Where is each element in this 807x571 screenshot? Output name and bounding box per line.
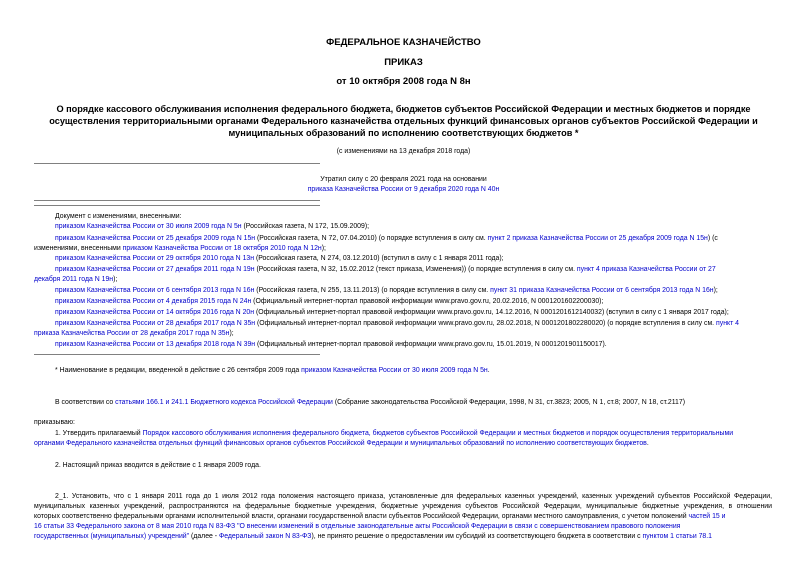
item-2: 2. Настоящий приказ вводится в действие с 1 января 2009 года. bbox=[55, 462, 261, 469]
amendment-item: приказом Казначейства России от 13 декабря 2018 года N 39н (Официальный интернет-портал правовой информации www.pravo.gov.ru, 15.01.2019, N 0001201901150017). bbox=[55, 341, 607, 348]
item-2-1-line-5: государственных (муниципальных) учреждений" (далее - Федеральный закон N 83-ФЗ), не принято решение о предоставлении им субсидий из соответствующего бюджета в соответствии с пунктом 1 статьи 78.1 bbox=[34, 533, 713, 540]
amendment-status: (с изменениями на 13 декабря 2018 года) bbox=[336, 148, 471, 155]
item-2-1-line-1: 2_1. Установить, что с 1 января 2011 года до 1 июля 2012 года положения настоящего приказа, установленные для федеральных казенных учреждений, казенных учреждений субъектов Российской Федерации, bbox=[55, 493, 772, 500]
document-title-line-2: осуществления территориальными органами Федерального казначейства отдельных функций финансовых органов субъектов Российской Федерации и bbox=[49, 116, 758, 126]
amendment-link[interactable]: приказом Казначейства России от 29 октября 2010 года N 13н bbox=[55, 255, 255, 262]
amendment-item: приказом Казначейства России от 28 декабря 2017 года N 35н (Официальный интернет-портал правовой информации www.pravo.gov.ru, 28.02.2018, N 0001201802280020) (о порядке вступления в силу см. пункт 4 bbox=[55, 320, 739, 327]
amendment-item: приказом Казначейства России от 4 декабря 2015 года N 24н (Официальный интернет-портал правовой информации www.pravo.gov.ru, 20.02.2016, N 0001201602200030); bbox=[55, 298, 604, 305]
amendment-link[interactable]: приказа Казначейства России от 28 декабря 2017 года N 35н bbox=[34, 330, 230, 337]
amendment-link[interactable]: пункт 2 приказа Казначейства России от 25 декабря 2009 года N 15н bbox=[487, 235, 708, 242]
item-2-1-line-2: муниципальных казенных учреждений, распространяются на федеральные бюджетные учреждения, бюджетные учреждения субъектов Российской Федерации, муниципальные бюджетные учреждения, в отношении bbox=[34, 503, 772, 510]
divider bbox=[34, 354, 320, 355]
item-2-1-line-4 bbox=[34, 523, 680, 531]
amendment-link[interactable]: приказом Казначейства России от 14 октября 2016 года N 20н bbox=[55, 309, 255, 316]
footnote-link[interactable]: приказом Казначейства России от 30 июля 2009 года N 5н bbox=[301, 367, 488, 374]
law-link[interactable]: Федеральный закон N 83-ФЗ bbox=[218, 533, 312, 540]
amendment-item: приказом Казначейства России от 30 июля 2009 года N 5н (Российская газета, N 172, 15.09.2009); bbox=[55, 223, 370, 230]
amendment-link[interactable]: приказом Казначейства России от 18 октября 2010 года N 12н bbox=[122, 245, 322, 252]
procedure-link[interactable]: Порядок кассового обслуживания исполнения федерального бюджета, бюджетов субъектов Российской Федерации и местных бюджетов и порядок осуществления территориальными bbox=[142, 430, 734, 437]
item-1-continued: органами Федерального казначейства отдельных функций финансовых органов субъектов Российской Федерации и муниципальных образований по исполнению соответствующих бюджетов. bbox=[34, 440, 649, 447]
document-title-line-1: О порядке кассового обслуживания исполнения федерального бюджета, бюджетов субъектов Российской Федерации и местных бюджетов и порядке bbox=[56, 104, 751, 114]
amendment-link[interactable]: приказом Казначейства России от 13 декабря 2018 года N 39н bbox=[55, 341, 256, 348]
amendment-item-continued: приказа Казначейства России от 28 декабря 2017 года N 35н); bbox=[34, 330, 234, 337]
document-date-number: от 10 октября 2008 года N 8н bbox=[336, 76, 471, 87]
divider bbox=[34, 200, 320, 201]
law-link[interactable]: государственных (муниципальных) учреждений" bbox=[34, 533, 190, 540]
amendment-link[interactable]: приказом Казначейства России от 27 декабря 2011 года N 19н bbox=[55, 266, 255, 273]
divider bbox=[34, 163, 320, 164]
amendment-link[interactable]: приказом Казначейства России от 4 декабря 2015 года N 24н bbox=[55, 298, 252, 305]
document-title-line-3: муниципальных образований по исполнению соответствующих бюджетов * bbox=[228, 128, 579, 138]
amendment-link[interactable]: пункт 4 bbox=[716, 320, 739, 327]
amendment-link[interactable]: приказом Казначейства России от 28 декабря 2017 года N 35н bbox=[55, 320, 256, 327]
basis-link[interactable]: приказа Казначейства России от 9 декабря 2020 года N 40н bbox=[307, 186, 500, 193]
agency-name: ФЕДЕРАЛЬНОЕ КАЗНАЧЕЙСТВО bbox=[326, 37, 481, 48]
amendment-item: приказом Казначейства России от 29 октября 2010 года N 13н (Российская газета, N 274, 03.12.2010) (вступил в силу с 1 января 2011 года); bbox=[55, 255, 504, 262]
budget-code-link[interactable]: статьями 166.1 и 241.1 Бюджетного кодекса Российской Федерации bbox=[115, 399, 333, 406]
amendment-link[interactable]: приказом Казначейства России от 6 сентября 2013 года N 16н bbox=[55, 287, 255, 294]
divider bbox=[34, 205, 320, 206]
budget-code-article-link[interactable]: пунктом 1 статьи 78.1 bbox=[642, 533, 713, 540]
amendment-item-continued: изменениями, внесенными приказом Казначейства России от 18 октября 2010 года N 12н); bbox=[34, 245, 326, 252]
amendment-item: приказом Казначейства России от 6 сентября 2013 года N 16н (Российская газета, N 255, 13.11.2013) (о порядке вступления в силу см. пункт 31 приказа Казначейства России от 6 сентября 2013 года N 16н); bbox=[55, 287, 718, 294]
amendment-item: приказом Казначейства России от 25 декабря 2009 года N 15н (Российская газета, N 72, 07.04.2010) (о порядке вступления в силу см. пункт 2 приказа Казначейства России от 25 декабря 2009 года N 15н) (с bbox=[55, 235, 718, 242]
amendment-item-continued: декабря 2011 года N 19н); bbox=[34, 276, 118, 283]
law-link[interactable]: 16 статьи 33 Федерального закона от 8 мая 2010 года N 83-ФЗ "О внесении изменений в отдельные законодательные акты Российской Федерации в связи с совершенствованием правового положения bbox=[34, 523, 681, 530]
amendment-link[interactable]: пункт 31 приказа Казначейства России от 6 сентября 2013 года N 16н bbox=[490, 287, 714, 294]
law-link[interactable]: частей 15 и bbox=[688, 513, 726, 520]
preamble-paragraph: В соответствии со статьями 166.1 и 241.1 Бюджетного кодекса Российской Федерации (Собрание законодательства Российской Федерации, 1998, N 31, ст.3823; 2005, N 1, ст.8; 2007, N 18, ст.2117) bbox=[55, 399, 685, 406]
footnote: * Наименование в редакции, введенной в действие с 26 сентября 2009 года приказом Казначейства России от 30 июля 2009 года N 5н. bbox=[55, 367, 490, 374]
amendment-link[interactable]: пункт 4 приказа Казначейства России от 27 bbox=[576, 266, 716, 273]
orders-word: приказываю: bbox=[34, 419, 75, 426]
item-2-1-line-3: которых соответственно федеральными органами исполнительной власти, органами государственной власти субъектов Российской Федерации, органами местного самоуправления, с учетом положений частей 15 и bbox=[34, 513, 726, 520]
amendment-link[interactable]: приказом Казначейства России от 30 июля 2009 года N 5н bbox=[55, 223, 242, 230]
amendment-link[interactable]: декабря 2011 года N 19н bbox=[34, 276, 114, 283]
document-type: ПРИКАЗ bbox=[384, 57, 423, 68]
item-1: 1. Утвердить прилагаемый Порядок кассового обслуживания исполнения федерального бюджета, бюджетов субъектов Российской Федерации и местных бюджетов и порядок осуществления территориальными bbox=[55, 430, 734, 437]
amendment-item: приказом Казначейства России от 14 октября 2016 года N 20н (Официальный интернет-портал правовой информации www.pravo.gov.ru, 14.12.2016, N 0001201612140032) (вступил в силу с 1 января 2017 года); bbox=[55, 309, 729, 316]
lost-force-text: Утратил силу с 20 февраля 2021 года на основании bbox=[320, 176, 487, 183]
amendment-link[interactable]: приказом Казначейства России от 25 декабря 2009 года N 15н bbox=[55, 235, 256, 242]
procedure-link[interactable]: органами Федерального казначейства отдельных функций финансовых органов субъектов Российской Федерации и муниципальных образований по исполнению соответствующих бюджетов bbox=[34, 440, 647, 447]
amendments-intro: Документ с изменениями, внесенными: bbox=[55, 213, 182, 220]
amendment-item: приказом Казначейства России от 27 декабря 2011 года N 19н (Российская газета, N 32, 15.02.2012 (текст приказа, Изменения)) (о порядке вступления в силу см. пункт 4 приказа Казначейства России от 27 bbox=[55, 266, 716, 273]
